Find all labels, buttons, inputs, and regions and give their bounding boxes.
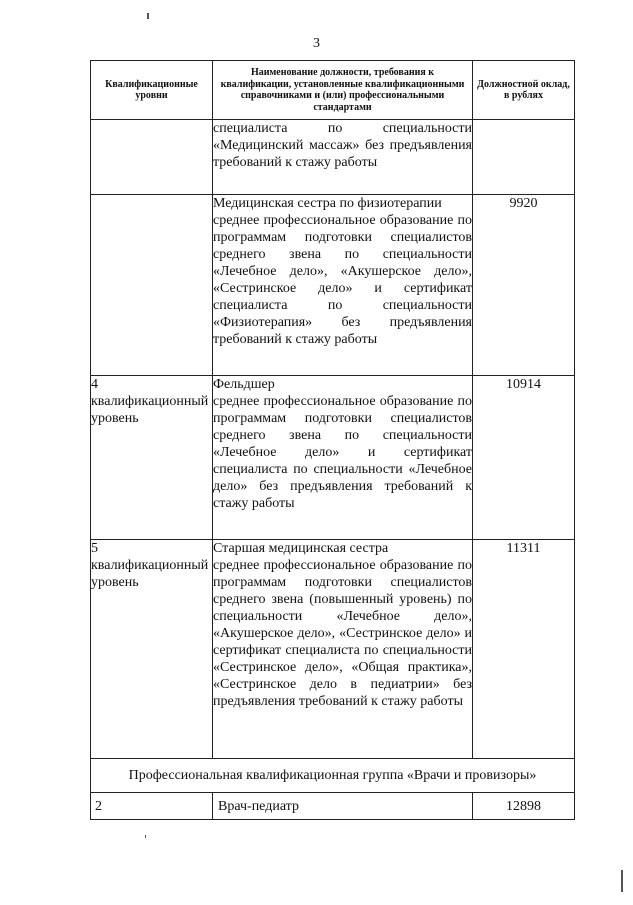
table-row xyxy=(91,195,575,376)
scan-speck xyxy=(621,870,623,892)
scan-speck xyxy=(147,13,149,19)
level-cell xyxy=(91,195,213,376)
position-cell xyxy=(213,793,473,820)
salary-cell xyxy=(473,120,575,195)
table-row xyxy=(91,540,575,759)
position-requirements: специалиста по специальности «Медицинский массаж» без предъявления требований к стажу работы xyxy=(213,121,472,170)
group-heading-row xyxy=(91,759,575,793)
level-cell: 5 квалификационный уровень xyxy=(91,540,213,759)
header-salary: Должностной оклад, в рублях xyxy=(473,61,575,120)
position-cell xyxy=(213,376,473,540)
salary-table xyxy=(90,60,575,820)
salary-cell: 11311 xyxy=(473,540,575,759)
salary-cell: 10914 xyxy=(473,376,575,540)
position-cell xyxy=(213,195,473,376)
header-position-requirements: Наименование должности, требования к квалификации, установленные квалификационными справочниками и (или) профессиональными стандартами xyxy=(213,61,473,120)
header-qualification-levels: Квалификационные уровни xyxy=(91,61,213,120)
position-requirements: среднее профессиональное образование по программам подготовки специалистов среднего звена по специальности «Лечебное дело» и сертификат специалиста по специальности «Лечебное дело» без предъявления требований к стажу работы xyxy=(213,394,472,511)
salary-cell: 12898 xyxy=(473,793,575,820)
table-row xyxy=(91,120,575,195)
position-title: Врач-педиатр xyxy=(218,798,299,814)
table-header-row xyxy=(91,61,575,120)
level-cell: 2 xyxy=(91,793,213,820)
position-title: Старшая медицинская сестра xyxy=(213,541,389,556)
position-title: Медицинская сестра по физиотерапии xyxy=(213,196,442,211)
salary-cell: 9920 xyxy=(473,195,575,376)
position-cell xyxy=(213,540,473,759)
level-cell xyxy=(91,120,213,195)
position-requirements: среднее профессиональное образование по программам подготовки специалистов среднего звена по специальности «Лечебное дело», «Акушерское дело», «Сестринское дело» и сертификат специалиста по специальности «Физиотерапия» без предъявления требований к стажу работы xyxy=(213,213,472,347)
position-cell xyxy=(213,120,473,195)
table-row xyxy=(91,376,575,540)
scan-speck xyxy=(145,835,146,838)
group-heading: Профессиональная квалификационная группа «Врачи и провизоры» xyxy=(91,759,575,793)
position-title: Фельдшер xyxy=(213,377,275,392)
position-requirements: среднее профессиональное образование по программам подготовки специалистов среднего звена (повышенный уровень) по специальности «Лечебное дело», «Акушерское дело», «Сестринское дело» и сертификат специалиста по специальности «Сестринское дело», «Общая практика», «Сестринское дело в педиатрии» без предъявления требований к стажу работы xyxy=(213,558,472,709)
page-number: 3 xyxy=(313,36,320,51)
table-row xyxy=(91,793,575,820)
level-cell: 4 квалификационный уровень xyxy=(91,376,213,540)
